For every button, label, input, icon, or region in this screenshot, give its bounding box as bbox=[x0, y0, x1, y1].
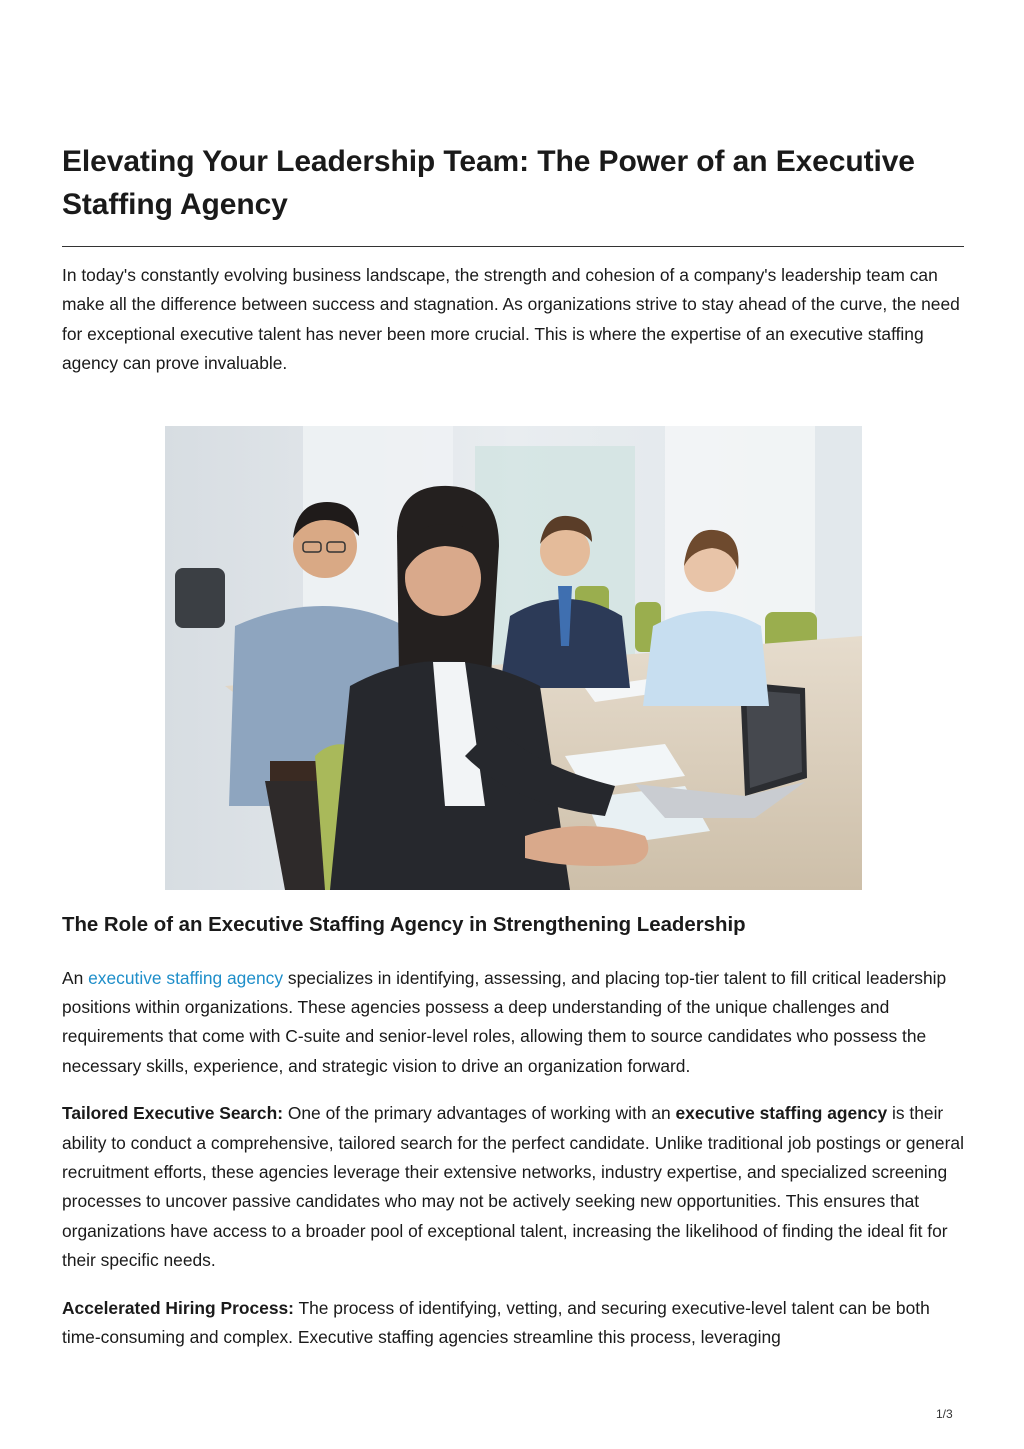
page-number: 1/3 bbox=[936, 1407, 953, 1421]
accelerated-hiring-text: The process of identifying, vetting, and securing executive-level talent can be both time-consuming and complex. Executive staffing agencies streamline this process, leveraging bbox=[62, 1297, 930, 1348]
role-paragraph-text: specializes in identifying, assessing, and placing top-tier talent to fill critical leadership positions within organizations. These agencies possess a deep understanding of the unique challenges and requirements that come with C-suite and senior-level roles, allowing them to source candidates who possess the necessary skills, experience, and strategic vision to drive an organization forward. bbox=[62, 967, 947, 1076]
tailored-search-paragraph bbox=[62, 1099, 964, 1275]
tailored-search-bold-term: executive staffing agency bbox=[675, 1103, 888, 1124]
document-title: Elevating Your Leadership Team: The Power of an Executive Staffing Agency bbox=[62, 145, 915, 221]
intro-paragraph: In today's constantly evolving business landscape, the strength and cohesion of a company's leadership team can make all the difference between success and stagnation. As organizations strive to stay ahead of the curve, the need for exceptional executive talent has never been more crucial. This is where the expertise of an executive staffing agency can prove invaluable. bbox=[62, 265, 960, 374]
meeting-photo bbox=[165, 426, 862, 890]
role-paragraph bbox=[62, 964, 964, 1082]
accelerated-hiring-label: Accelerated Hiring Process: bbox=[62, 1297, 294, 1318]
role-paragraph-prefix: An bbox=[62, 967, 89, 988]
document-page bbox=[62, 140, 964, 1353]
title-divider bbox=[62, 246, 964, 247]
accelerated-hiring-paragraph bbox=[62, 1294, 964, 1353]
tailored-search-text-b: is their ability to conduct a comprehensive, tailored search for the perfect candidate. Unlike traditional job postings or general recruitment efforts, these agencies leverage their extensive networks, industry expertise, and specialized screening processes to uncover passive candidates who may not be actively seeking new opportunities. This ensures that organizations have access to a broader pool of exceptional talent, increasing the likelihood of finding the ideal fit for their specific needs. bbox=[62, 1103, 964, 1271]
tailored-search-text-a: One of the primary advantages of working with an bbox=[283, 1103, 676, 1124]
executive-staffing-agency-link[interactable]: executive staffing agency bbox=[88, 967, 284, 988]
tailored-search-label: Tailored Executive Search: bbox=[62, 1103, 284, 1124]
section-heading: The Role of an Executive Staffing Agency in Strengthening Leadership bbox=[62, 913, 746, 936]
